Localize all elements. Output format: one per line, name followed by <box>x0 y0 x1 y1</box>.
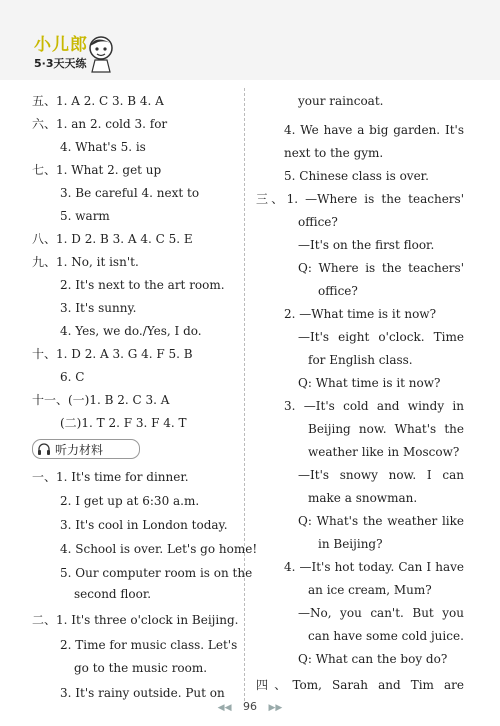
transcript-line: your raincoat. <box>298 94 384 108</box>
next-page-arrows-icon: ▶▶ <box>268 703 283 713</box>
page-footer <box>0 700 500 718</box>
transcript-line: 4. School is over. Let's go home! <box>60 542 258 556</box>
transcript-line: 四、Tom, Sarah and Tim are <box>256 678 464 692</box>
transcript-line: 4. —It's hot today. Can I have <box>284 560 464 574</box>
answer-line: 五、1. A 2. C 3. B 4. A <box>32 94 164 108</box>
transcript-line: 三、1. —Where is the teachers' <box>256 192 464 206</box>
headphones-icon <box>37 442 51 456</box>
transcript-line: office? <box>298 215 338 229</box>
transcript-line: weather like in Moscow? <box>308 445 460 459</box>
transcript-line: Q: What time is it now? <box>298 376 441 390</box>
transcript-line: for English class. <box>308 353 413 367</box>
transcript-line: 二、1. It's three o'clock in Beijing. <box>32 613 239 627</box>
answer-line: 十一、(一)1. B 2. C 3. A <box>32 393 170 407</box>
transcript-line: an ice cream, Mum? <box>308 583 432 597</box>
transcript-line: Beijing now. What's the <box>308 422 464 436</box>
answer-line: 七、1. What 2. get up <box>32 163 162 177</box>
transcript-line: —No, you can't. But you <box>298 606 464 620</box>
transcript-line: Q: What can the boy do? <box>298 652 448 666</box>
transcript-line: go to the music room. <box>74 661 208 675</box>
transcript-line: —It's snowy now. I can <box>298 468 464 482</box>
brand-logo: 小儿郎 <box>34 35 88 55</box>
transcript-line: can have some cold juice. <box>308 629 464 643</box>
listening-material-tag <box>32 439 140 459</box>
transcript-line: 一、1. It's time for dinner. <box>32 470 189 484</box>
page-header <box>0 0 500 80</box>
answer-line: 6. C <box>60 370 85 384</box>
transcript-line: make a snowman. <box>308 491 418 505</box>
series-name: 5·3天天练 <box>34 57 87 70</box>
transcript-line: 5. Chinese class is over. <box>284 169 429 183</box>
transcript-line: Q: Where is the teachers' <box>298 261 464 275</box>
answer-line: 5. warm <box>60 209 110 223</box>
section-tag-label: 听力材料 <box>55 443 104 457</box>
transcript-line: 3. It's cool in London today. <box>60 518 228 532</box>
answer-line: 3. Be careful 4. next to <box>60 186 200 200</box>
column-divider <box>244 88 245 706</box>
transcript-line: office? <box>318 284 358 298</box>
transcript-line: —It's on the first floor. <box>298 238 435 252</box>
answer-line: 4. Yes, we do./Yes, I do. <box>60 324 202 338</box>
answer-line: 九、1. No, it isn't. <box>32 255 139 269</box>
answer-line: 4. What's 5. is <box>60 140 146 154</box>
answer-line: 十、1. D 2. A 3. G 4. F 5. B <box>32 347 193 361</box>
transcript-line: 2. I get up at 6:30 a.m. <box>60 494 200 508</box>
page-number: 96 <box>243 700 257 713</box>
answer-line: (二)1. T 2. F 3. F 4. T <box>60 416 187 430</box>
transcript-line: 3. —It's cold and windy in <box>284 399 464 413</box>
answer-line: 2. It's next to the art room. <box>60 278 225 292</box>
transcript-line: in Beijing? <box>318 537 383 551</box>
transcript-line: next to the gym. <box>284 146 384 160</box>
transcript-line: second floor. <box>74 587 152 601</box>
transcript-line: 2. Time for music class. Let's <box>60 638 238 652</box>
answer-line: 六、1. an 2. cold 3. for <box>32 117 168 131</box>
answer-line: 3. It's sunny. <box>60 301 137 315</box>
mascot-icon <box>86 34 116 74</box>
answer-line: 八、1. D 2. B 3. A 4. C 5. E <box>32 232 193 246</box>
transcript-line: 4. We have a big garden. It's <box>284 123 464 137</box>
transcript-line: 2. —What time is it now? <box>284 307 437 321</box>
transcript-line: Q: What's the weather like <box>298 514 464 528</box>
transcript-line: 5. Our computer room is on the <box>60 566 253 580</box>
transcript-line: —It's eight o'clock. Time <box>298 330 464 344</box>
transcript-line: 3. It's rainy outside. Put on <box>60 686 225 700</box>
prev-page-arrows-icon: ◀◀ <box>217 703 232 713</box>
